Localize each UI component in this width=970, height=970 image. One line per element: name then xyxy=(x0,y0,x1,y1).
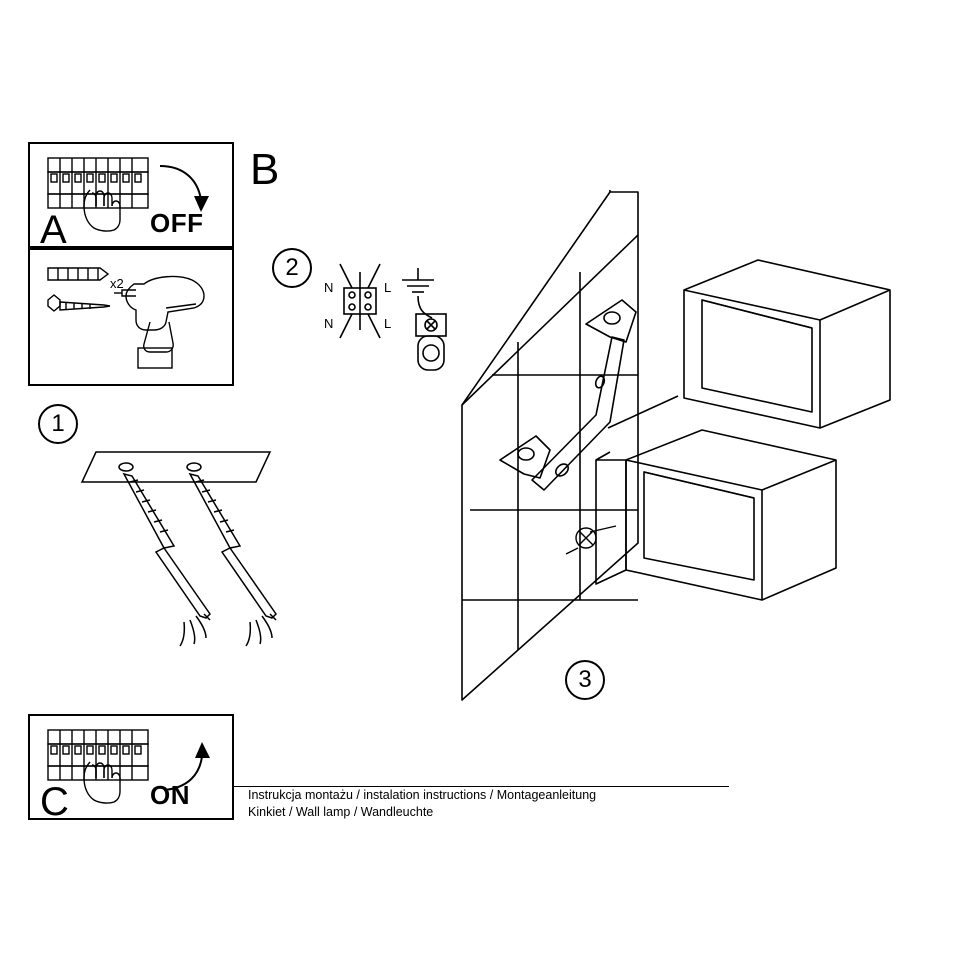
step-3-number-badge xyxy=(565,660,605,700)
hardware-icons xyxy=(36,256,228,382)
terminal-block-icon-a xyxy=(38,150,228,242)
panel-a-letter: A xyxy=(40,208,67,252)
step-1-number: 1 xyxy=(51,410,65,437)
step-2-number-badge xyxy=(272,248,312,288)
panel-b-letter: B xyxy=(250,145,280,194)
panel-c-letter: C xyxy=(40,780,69,824)
panel-c-state-label: ON xyxy=(150,780,190,810)
footer-text-line-2: Kinkiet / Wall lamp / Wandleuchte xyxy=(248,805,434,819)
terminal-label-l-bottom: L xyxy=(384,316,392,331)
footer-text-line-1: Instrukcja montażu / instalation instructions / Montageanleitung xyxy=(248,788,597,802)
step-1-number-badge xyxy=(38,404,78,444)
terminal-label-l-top: L xyxy=(384,280,392,295)
step-3-illustration xyxy=(440,160,940,720)
terminal-label-n-top: N xyxy=(324,280,334,295)
step-2-number: 2 xyxy=(285,254,299,281)
terminal-block-icon-c xyxy=(38,722,228,814)
terminal-label-n-bottom: N xyxy=(324,316,334,331)
panel-a-state-label: OFF xyxy=(150,208,204,238)
svg-text:x2: x2 xyxy=(110,276,124,291)
step-1-illustration xyxy=(78,430,318,660)
step-3-number: 3 xyxy=(578,666,592,693)
